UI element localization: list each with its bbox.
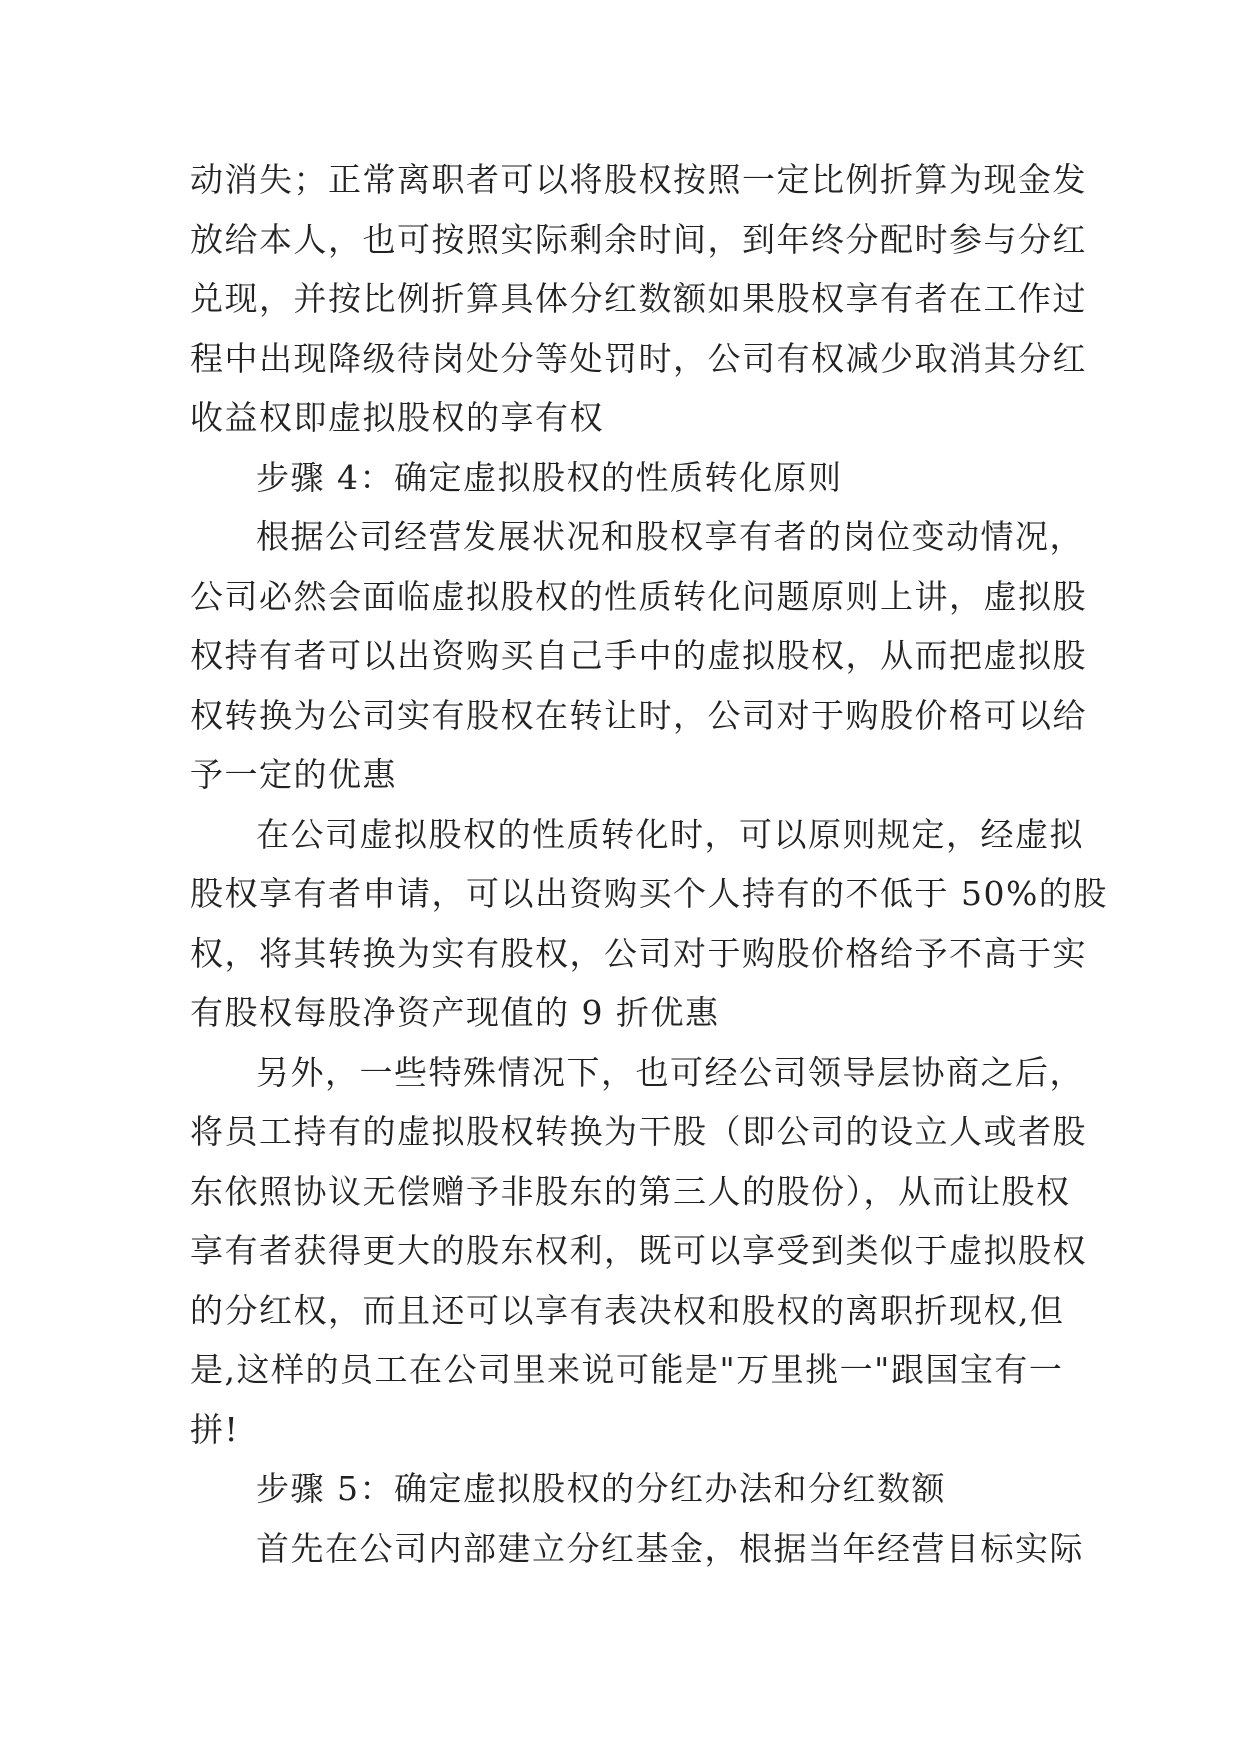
text-line: 兑现，并按比例折算具体分红数额如果股权享有者在工作过 [190, 279, 1087, 318]
text-line: 享有者获得更大的股东权利，既可以享受到类似于虚拟股权 [190, 1231, 1087, 1270]
paragraph-conversion [190, 507, 1087, 805]
text-line: 在公司虚拟股权的性质转化时，可以原则规定，经虚拟 [256, 814, 1084, 854]
text-line: 是,这样的员工在公司里来说可能是"万里挑一"跟国宝有一 [190, 1350, 1064, 1389]
paragraph-rules [190, 805, 1108, 1043]
text-line: 权转换为公司实有股权在转让时，公司对于购股价格可以给 [190, 695, 1087, 735]
paragraph-special-cases [190, 1043, 1087, 1460]
document-body [190, 150, 1108, 1578]
text-line: 公司必然会面临虚拟股权的性质转化问题原则上讲，虚拟股 [190, 576, 1087, 616]
text-line: 动消失；正常离职者可以将股权按照一定比例折算为现金发 [190, 160, 1087, 199]
text-line: 拼! [190, 1409, 240, 1449]
text-line: 收益权即虚拟股权的享有权 [190, 398, 604, 437]
text-line: 的分红权，而且还可以享有表决权和股权的离职折现权,但 [190, 1290, 1065, 1330]
text-line: 首先在公司内部建立分红基金，根据当年经营目标实际 [256, 1528, 1084, 1568]
paragraph-continued [190, 150, 1087, 448]
text-line: 权，将其转换为实有股权，公司对于购股价格给予不高于实 [190, 933, 1087, 973]
text-line: 权持有者可以出资购买自己手中的虚拟股权，从而把虚拟股 [190, 636, 1087, 675]
text-line: 根据公司经营发展状况和股权享有者的岗位变动情况， [256, 517, 1084, 556]
text-line: 股权享有者申请，可以出资购买个人持有的不低于 50%的股 [190, 874, 1108, 913]
paragraph-dividend-fund [190, 1519, 1084, 1579]
text-line: 东依照协议无偿赠予非股东的第三人的股份），从而让股权 [190, 1171, 1071, 1211]
step-5-heading [190, 1459, 1060, 1519]
text-line: 另外，一些特殊情况下，也可经公司领导层协商之后， [256, 1052, 1084, 1092]
step-4-heading [190, 448, 1060, 508]
text-line: 有股权每股净资产现值的 9 折优惠 [190, 993, 720, 1032]
text-line: 予一定的优惠 [190, 755, 397, 794]
text-line: 程中出现降级待岗处分等处罚时，公司有权减少取消其分红 [190, 338, 1087, 378]
text-line: 将员工持有的虚拟股权转换为干股（即公司的设立人或者股 [190, 1112, 1087, 1151]
text-line: 步骤 5：确定虚拟股权的分红办法和分红数额 [256, 1469, 946, 1508]
text-line: 放给本人，也可按照实际剩余时间，到年终分配时参与分红 [190, 219, 1087, 259]
text-line: 步骤 4：确定虚拟股权的性质转化原则 [256, 457, 843, 497]
